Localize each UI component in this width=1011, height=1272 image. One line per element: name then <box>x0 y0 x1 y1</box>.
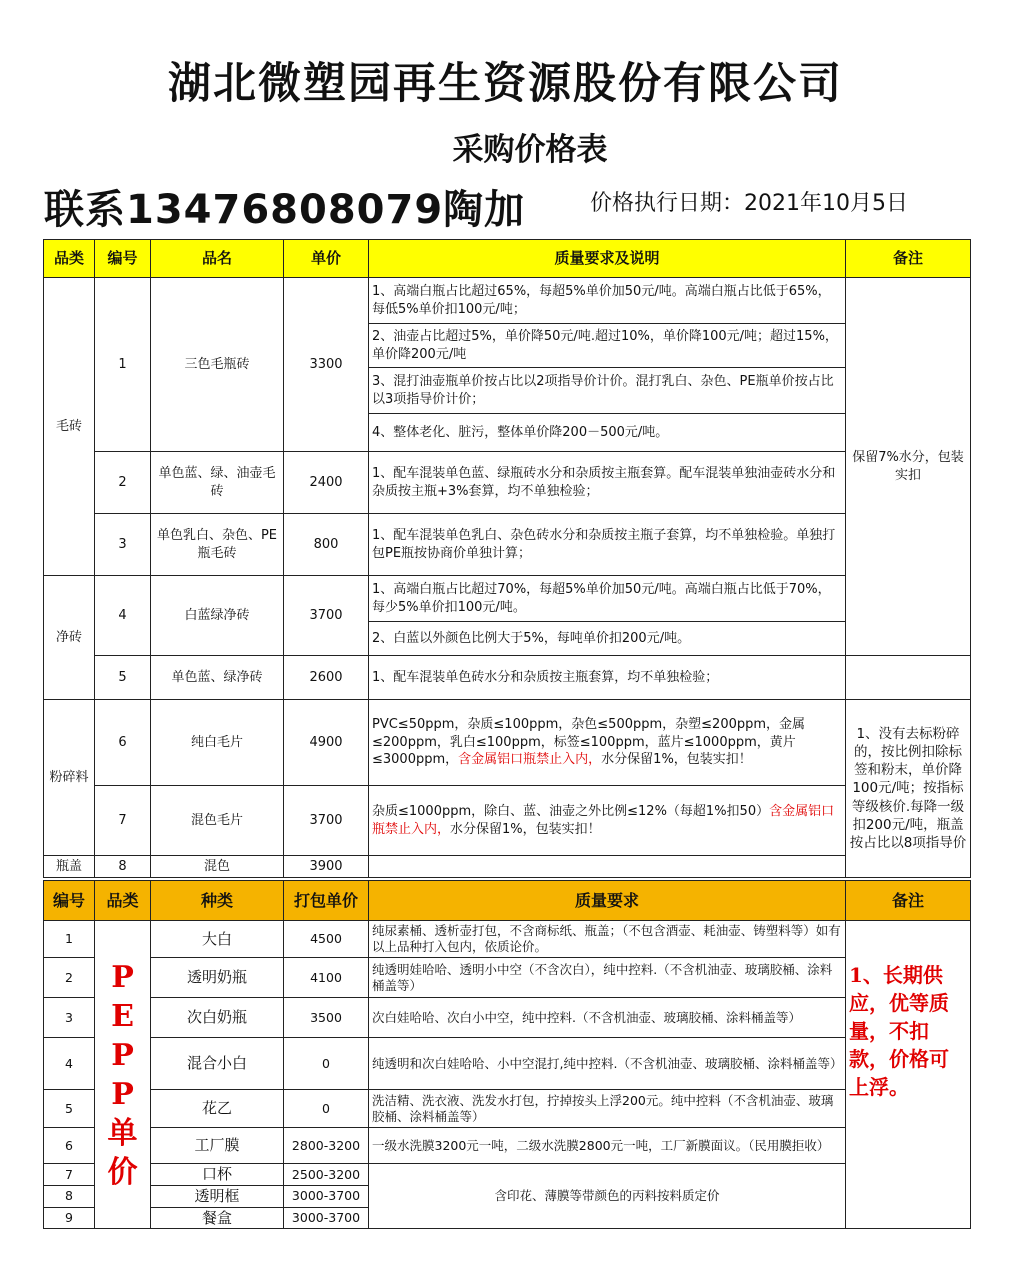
row-kind: 透明奶瓶 <box>151 958 284 998</box>
requirement-text: 4、整体老化、脏污，整体单价降200－500元/吨。 <box>369 414 846 452</box>
row-price: 3000-3700 <box>284 1185 369 1207</box>
row-name: 白蓝绿净砖 <box>151 576 284 656</box>
table-row <box>44 278 971 324</box>
row-price: 3700 <box>284 786 369 856</box>
requirement-text: 2、油壶占比超过5%，单价降50元/吨.超过10%，单价降100元/吨；超过15%，单价降200元/吨 <box>369 324 846 368</box>
row-number: 5 <box>95 656 151 700</box>
requirement-text: 纯尿素桶、透析壶打包，不含商标纸、瓶盖；（不包含酒壶、耗油壶、铸塑料等）如有以上品种打入包内，依质论价。 <box>369 921 846 958</box>
table-row <box>44 1128 971 1164</box>
row-price: 4500 <box>284 921 369 958</box>
row-number: 8 <box>44 1185 95 1207</box>
requirement-text <box>369 786 846 856</box>
header-requirements: 质量要求及说明 <box>369 240 846 278</box>
table-row <box>44 452 971 514</box>
note-empty <box>846 656 971 700</box>
row-number: 5 <box>44 1090 95 1128</box>
row-kind: 口杯 <box>151 1164 284 1186</box>
requirement-text: 1、配车混装单色砖水分和杂质按主瓶套算，均不单独检验； <box>369 656 846 700</box>
header-category: 品类 <box>95 881 151 921</box>
header-notes: 备注 <box>846 240 971 278</box>
row-number: 6 <box>44 1128 95 1164</box>
row-name: 单色乳白、杂色、PE瓶毛砖 <box>151 514 284 576</box>
row-price: 0 <box>284 1090 369 1128</box>
row-kind: 混合小白 <box>151 1038 284 1090</box>
group-jingzhuan: 净砖 <box>44 576 95 700</box>
group-fensuiliao: 粉碎料 <box>44 700 95 856</box>
header-category: 品类 <box>44 240 95 278</box>
row-price: 3300 <box>284 278 369 452</box>
req-main: 杂质≤1000ppm，除白、蓝、油壶之外比例≤12%（每超1%扣50） <box>372 803 770 819</box>
row-price: 2800-3200 <box>284 1128 369 1164</box>
row-price: 2400 <box>284 452 369 514</box>
req-warning: 含金属铝口瓶禁止入内， <box>372 803 835 837</box>
header-number: 编号 <box>95 240 151 278</box>
req-tail: 水分保留1%，包装实扣！ <box>601 752 752 768</box>
row-number: 1 <box>44 921 95 958</box>
company-title: 湖北微塑园再生资源股份有限公司 <box>168 59 843 109</box>
category-label: PEPP单价 <box>107 959 138 1190</box>
table-row <box>44 786 971 856</box>
table-header-row <box>44 881 971 921</box>
price-table-pepp <box>43 880 971 1229</box>
table-row <box>44 700 971 786</box>
row-name: 纯白毛片 <box>151 700 284 786</box>
row-name: 单色蓝、绿、油壶毛砖 <box>151 452 284 514</box>
requirement-shared: 含印花、薄膜等带颜色的丙料按料质定价 <box>369 1164 846 1229</box>
row-number: 2 <box>95 452 151 514</box>
requirement-text: 3、混打油壶瓶单价按占比以2项指导价计价。混打乳白、杂色、PE瓶单价按占比以3项指导价计价； <box>369 368 846 414</box>
row-kind: 次白奶瓶 <box>151 998 284 1038</box>
row-kind: 大白 <box>151 921 284 958</box>
table-header-row <box>44 240 971 278</box>
header-kind: 种类 <box>151 881 284 921</box>
requirement-text: 洗洁精、洗衣液、洗发水打包，拧掉按头上浮200元。纯中控料（不含机油壶、玻璃胶桶、涂料桶盖等） <box>369 1090 846 1128</box>
note-text: 1、长期供应，优等质量，不扣款，价格可上浮。 <box>849 963 949 1099</box>
row-price: 3900 <box>284 856 369 878</box>
row-price: 800 <box>284 514 369 576</box>
row-name: 单色蓝、绿净砖 <box>151 656 284 700</box>
table-row <box>44 921 971 958</box>
table-row <box>44 514 971 576</box>
row-number: 4 <box>95 576 151 656</box>
row-kind: 工厂膜 <box>151 1128 284 1164</box>
row-price: 2500-3200 <box>284 1164 369 1186</box>
req-tail: 水分保留1%，包装实扣！ <box>450 821 601 837</box>
requirement-text: 纯透明和次白娃哈哈、小中空混打,纯中控料.（不含机油壶、玻璃胶桶、涂料桶盖等） <box>369 1038 846 1090</box>
category-pepp <box>95 921 151 1229</box>
row-price: 3500 <box>284 998 369 1038</box>
req-main: PVC≤50ppm，杂质≤100ppm，杂色≤500ppm，杂塑≤200ppm，金属≤200ppm，乳白≤100ppm，标签≤100ppm，蓝片≤1000ppm，黄片≤3000ppm， <box>372 717 806 768</box>
contact-info: 联系13476808079陶加 <box>44 187 526 233</box>
requirement-text: 1、配车混装单色乳白、杂色砖水分和杂质按主瓶子套算，均不单独检验。单独打包PE瓶按协商价单独计算； <box>369 514 846 576</box>
row-number: 8 <box>95 856 151 878</box>
row-name: 混色毛片 <box>151 786 284 856</box>
requirement-text: 1、高端白瓶占比超过65%，每超5%单价加50元/吨。高端白瓶占比低于65%，每低5%单价扣100元/吨； <box>369 278 846 324</box>
row-price: 4900 <box>284 700 369 786</box>
table-row <box>44 998 971 1038</box>
table-row <box>44 656 971 700</box>
requirement-text <box>369 700 846 786</box>
requirement-text: 次白娃哈哈、次白小中空，纯中控料.（不含机油壶、玻璃胶桶、涂料桶盖等） <box>369 998 846 1038</box>
table-row <box>44 1090 971 1128</box>
row-number: 6 <box>95 700 151 786</box>
requirement-empty <box>369 856 846 878</box>
table-row <box>44 1038 971 1090</box>
note-supply <box>846 921 971 1229</box>
row-number: 7 <box>95 786 151 856</box>
row-price: 3700 <box>284 576 369 656</box>
effective-date: 价格执行日期：2021年10月5日 <box>590 191 908 216</box>
document-title: 采购价格表 <box>452 132 608 168</box>
row-name: 混色 <box>151 856 284 878</box>
header-quality: 质量要求 <box>369 881 846 921</box>
header-price: 单价 <box>284 240 369 278</box>
row-number: 3 <box>95 514 151 576</box>
header-pack-price: 打包单价 <box>284 881 369 921</box>
header-notes: 备注 <box>846 881 971 921</box>
requirement-text: 1、配车混装单色蓝、绿瓶砖水分和杂质按主瓶套算。配车混装单独油壶砖水分和杂质按主瓶+3%套算，均不单独检验； <box>369 452 846 514</box>
note-grinding: 1、没有去标粉碎的，按比例扣除标签和粉末，单价降100元/吨；按指标等级核价.每降一级扣200元/吨，瓶盖按占比以8项指导价 <box>846 700 971 878</box>
table-row <box>44 958 971 998</box>
row-number: 4 <box>44 1038 95 1090</box>
group-pinggai: 瓶盖 <box>44 856 95 878</box>
row-kind: 透明框 <box>151 1185 284 1207</box>
table-row <box>44 1164 971 1186</box>
row-kind: 餐盒 <box>151 1207 284 1229</box>
group-maozhuan: 毛砖 <box>44 278 95 576</box>
row-kind: 花乙 <box>151 1090 284 1128</box>
row-price: 0 <box>284 1038 369 1090</box>
row-number: 2 <box>44 958 95 998</box>
table-row <box>44 856 971 878</box>
row-price: 3000-3700 <box>284 1207 369 1229</box>
row-number: 3 <box>44 998 95 1038</box>
requirement-text: 2、白蓝以外颜色比例大于5%，每吨单价扣200元/吨。 <box>369 622 846 656</box>
table-row <box>44 576 971 622</box>
row-number: 7 <box>44 1164 95 1186</box>
row-price: 4100 <box>284 958 369 998</box>
row-price: 2600 <box>284 656 369 700</box>
row-number: 1 <box>95 278 151 452</box>
requirement-text: 一级水洗膜3200元一吨，二级水洗膜2800元一吨，工厂新膜面议。（民用膜拒收） <box>369 1128 846 1164</box>
requirement-text: 纯透明娃哈哈、透明小中空（不含次白），纯中控料.（不含机油壶、玻璃胶桶、涂料桶盖等） <box>369 958 846 998</box>
requirement-text: 1、高端白瓶占比超过70%，每超5%单价加50元/吨。高端白瓶占比低于70%，每少5%单价扣100元/吨。 <box>369 576 846 622</box>
header-number: 编号 <box>44 881 95 921</box>
req-warning: 含金属铝口瓶禁止入内， <box>458 752 602 768</box>
note-water: 保留7%水分，包装实扣 <box>846 278 971 656</box>
header-name: 品名 <box>151 240 284 278</box>
row-number: 9 <box>44 1207 95 1229</box>
price-table-bottles <box>43 239 971 878</box>
row-name: 三色毛瓶砖 <box>151 278 284 452</box>
